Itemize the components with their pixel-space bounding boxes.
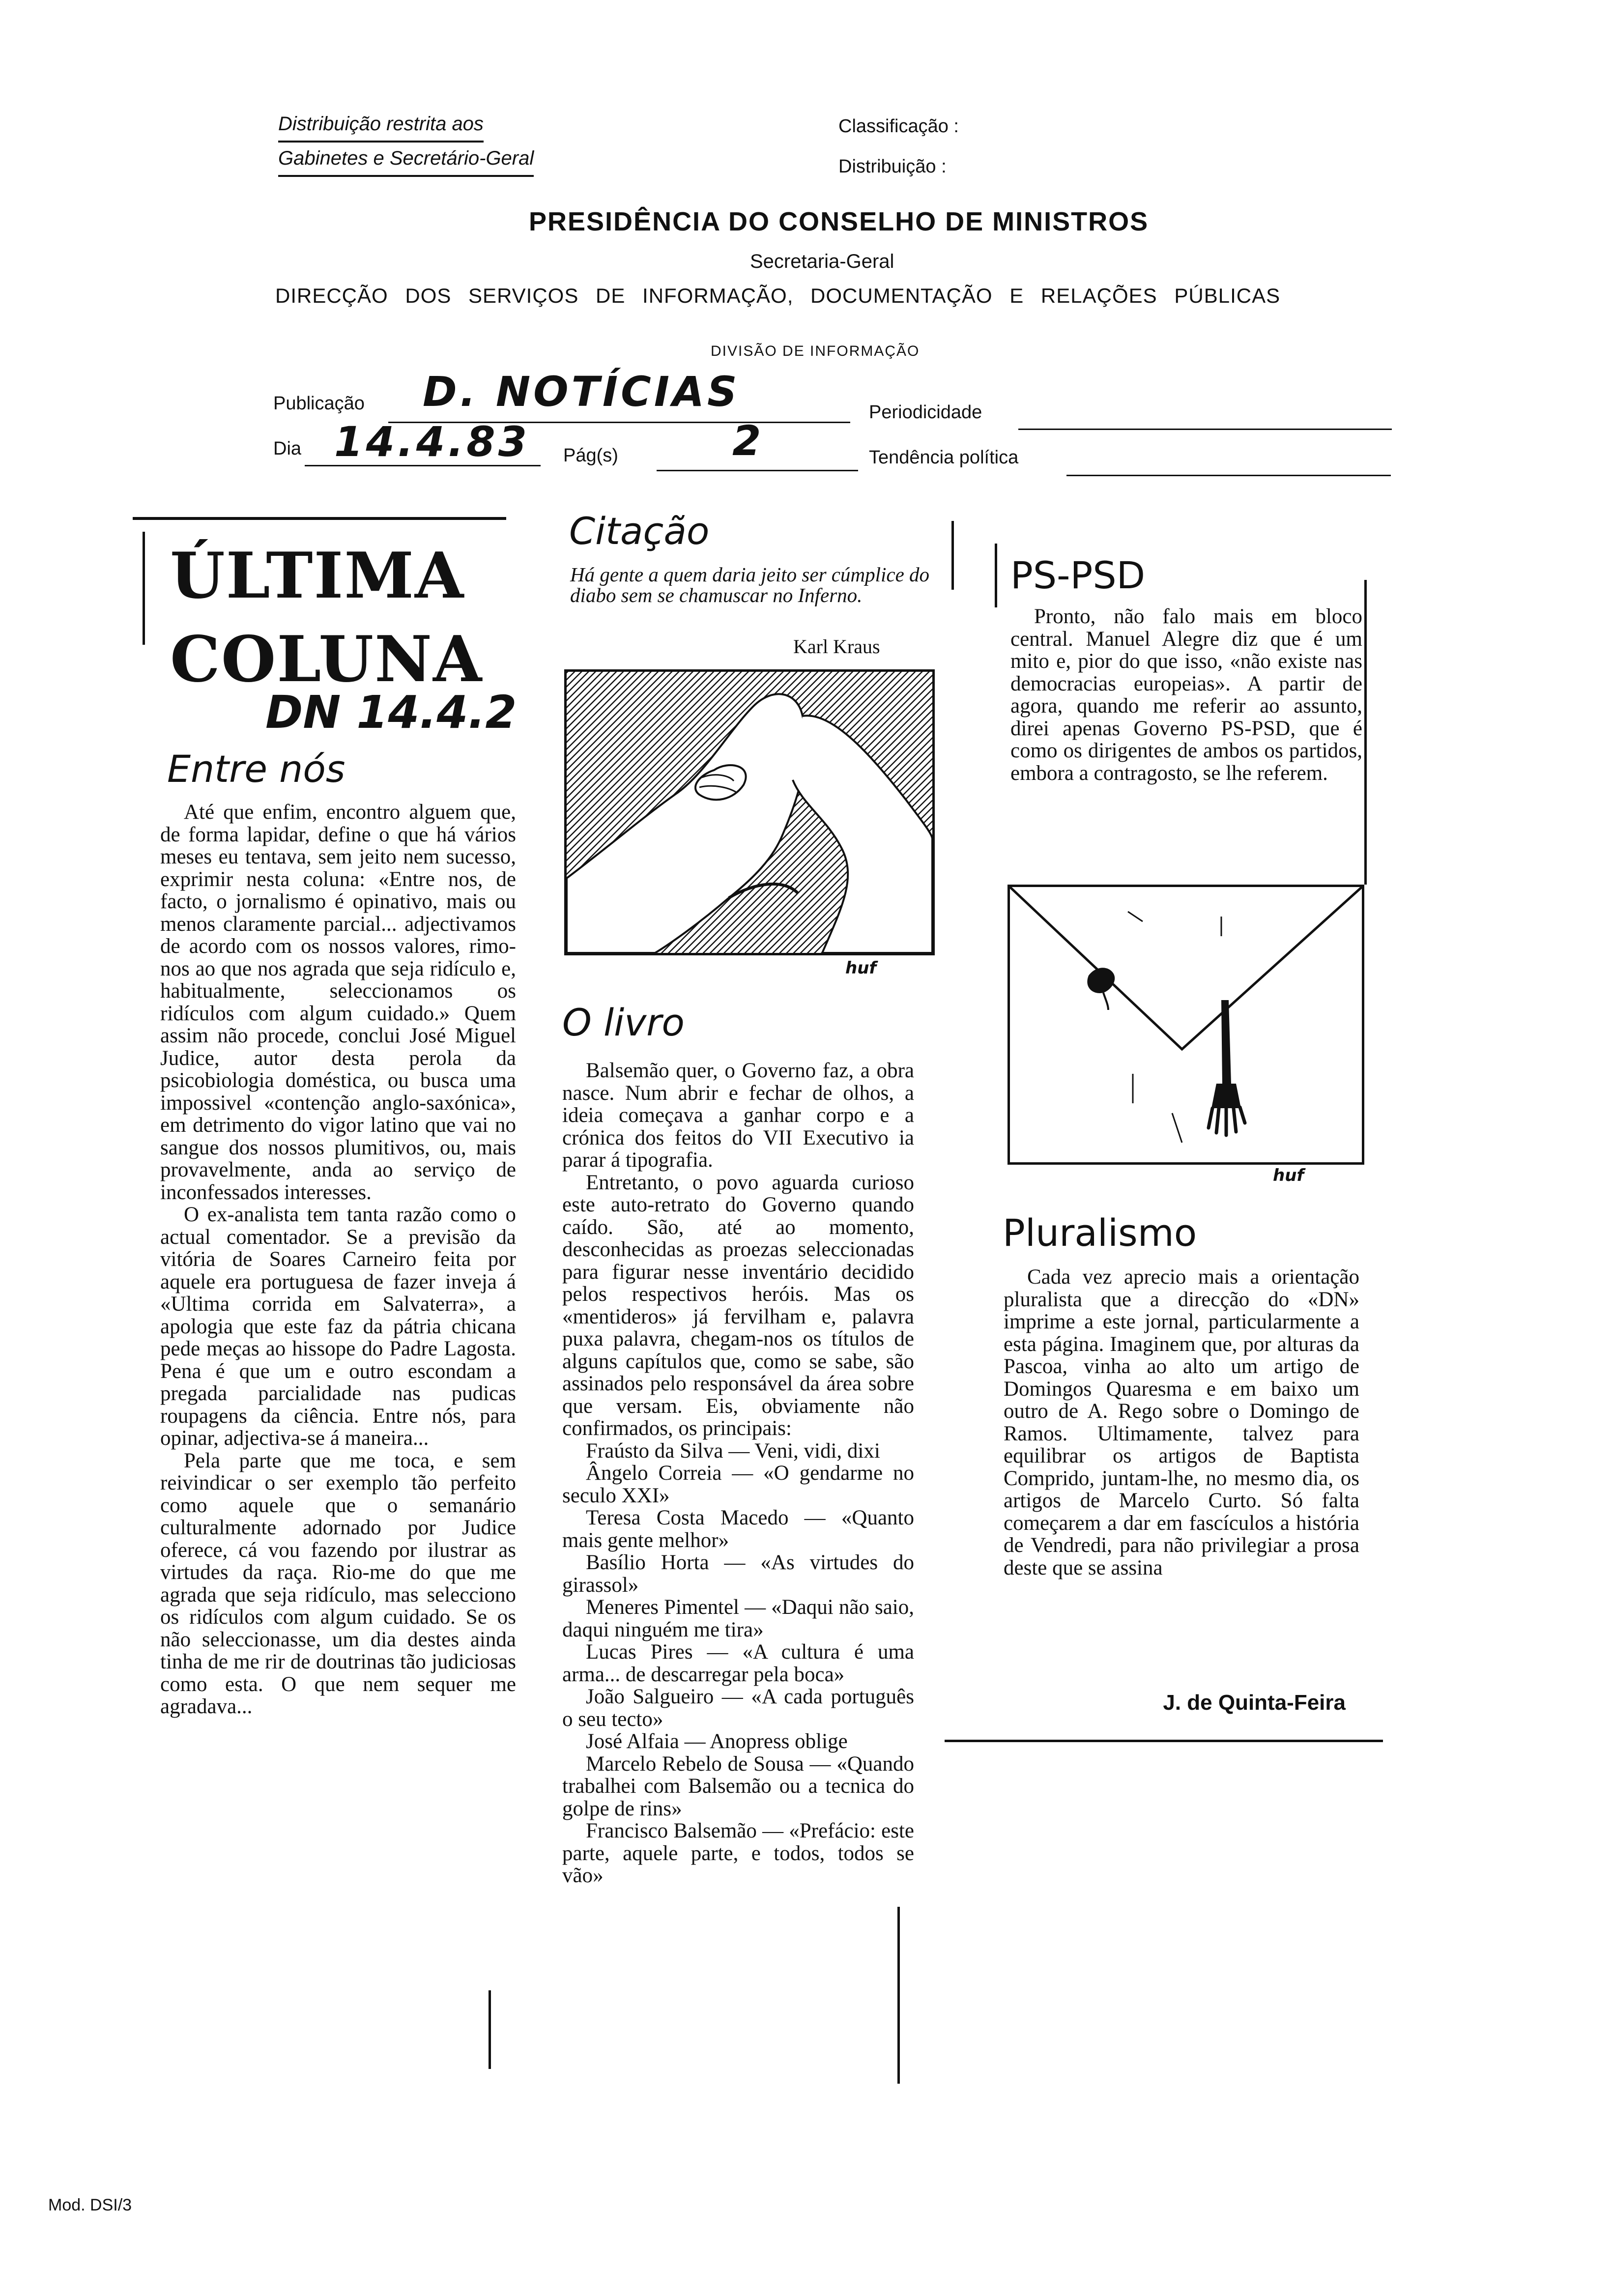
periodicidade-label: Periodicidade <box>869 402 982 423</box>
classificacao-label: Classificação : <box>838 116 959 137</box>
pags-label: Pág(s) <box>563 445 618 466</box>
list-item: Meneres Pimentel — «Daqui não saio, daqui ninguém me tira» <box>562 1596 914 1641</box>
ps-psd-side-rule <box>1364 580 1367 885</box>
title-coluna: COLUNA <box>170 623 483 696</box>
section-entre-nos: Entre nós <box>167 747 345 791</box>
article-ps-psd <box>1010 605 1362 784</box>
list-item: João Salgueiro — «A cada português o seu tecto» <box>562 1685 914 1731</box>
org-title: PRESIDÊNCIA DO CONSELHO DE MINISTROS <box>529 207 1149 236</box>
column-1-left-rule <box>143 532 145 645</box>
list-item: Ângelo Correia — «O gendarme no seculo XXI» <box>562 1462 914 1507</box>
paragraph: O ex-analista tem tanta razão como o actual comentador. Se a previsão da vitória de Soares Carneiro feita por aquele era portuguesa de fazer inveja á «Ultima corrida em Salvaterra», a apologia que este faz da pátria chicana pede meças ao hissope do Padre Lagosta. Pena é que um e outro escondam a pregada parcialidade nas pudicas roupagens da ciência. Entre nós, para opinar, adjectiva-se á maneira... <box>160 1203 516 1450</box>
section-o-livro: O livro <box>562 1001 685 1044</box>
direccao-servicos: DIRECÇÃO DOS SERVIÇOS DE INFORMAÇÃO, DOCUMENTAÇÃO E RELAÇÕES PÚBLICAS <box>275 284 1281 307</box>
list-item: Lucas Pires — «A cultura é uma arma... de descarregar pela boca» <box>562 1640 914 1686</box>
dia-label: Dia <box>273 438 302 459</box>
author-signature: J. de Quinta-Feira <box>1163 1691 1346 1715</box>
column-3-left-rule <box>995 544 997 607</box>
form-code: Mod. DSI/3 <box>48 2196 132 2214</box>
paragraph: Cada vez aprecio mais a orientação pluralista que a direcção do «DN» imprime a este jornal, particularmente a esta página. Imaginem que, por alturas da Pascoa, vinha ao alto um artigo de Domingos Quaresma e em baixo um outro de A. Rego sobre o Domingo de Ramos. Ultimamente, talvez para equilibrar os artigos de Baptista Comprido, juntam-lhe, no mesmo dia, os artigos de Marcelo Curto. Só falta começarem a dar em fascículos a história de Vendredi, para não privilegiar a prosa deste que se assina <box>1004 1265 1359 1579</box>
section-citacao: Citação <box>569 509 710 553</box>
article-o-livro <box>562 1060 914 1887</box>
list-item: Francisco Balsemão — «Prefácio: este parte, aquele parte, e todos, todos se vão» <box>562 1819 914 1887</box>
article-pluralismo <box>1004 1266 1359 1579</box>
tendencia-line <box>1066 475 1391 476</box>
paragraph: Pela parte que me toca, e sem reivindicar o ser exemplo tão perfeito como aquele que o semanário culturalmente adornado por Judice oferece, cá vou fazendo por ilustrar as virtudes da raça. Rio-me do que me agrada que seja ridículo, mas selecciono os ridículos com algum cuidado. Se os não seleccionasse, um dia destes ainda tinha de me rir de doutrinas tão judiciosas como esta. O que nem sequer me agradava... <box>160 1449 516 1718</box>
periodicidade-line <box>1018 429 1392 430</box>
list-item: Fraústo da Silva — Veni, vidi, dixi <box>586 1439 880 1463</box>
paragraph: Entretanto, o povo aguarda curioso este auto-retrato do Governo quando caído. São, até ao momento, desconhecidas as proezas seleccionadas para figurar nesse inventário decidido pelos respectivos heróis. Mas os «mentideros» já fervilham e, palavra puxa palavra, chegam-nos os títulos de alguns capítulos que, como se sabe, são assinados pelo responsável da área sobre que versam. Eis, obviamente não confirmados, os principais: <box>562 1171 914 1440</box>
paragraph: Até que enfim, encontro alguem que, de forma lapidar, define o que há vários meses eu tentava, sem jeito nem sucesso, exprimir nesta coluna: «Entre nos, de facto, o jornalismo é opinativo, mais ou menos claramente parcial... adjectivamos de acordo com os nossos valores, rimo-nos ao que nos agrada que seja ridículo e, habitualmente, seleccionamos os ridículos com algum cuidado.» Quem assim não procede, conclui José Miguel Judice, autor desta perola da psicobiologia doméstica, ou busca uma impossivel «contenção anglo-saxónica», em detrimento do vigor latino que vai no sangue dos nossos plumitivos, ou, mais provavelmente, anda ao serviço de inconfessados interesses. <box>160 801 516 1204</box>
handwritten-date-note: DN 14.4.2 <box>265 686 517 739</box>
pags-line <box>657 470 858 471</box>
pags-value: 2 <box>732 417 764 465</box>
dia-value: 14.4.83 <box>334 418 530 466</box>
cartoon-hand-illustration <box>564 669 935 955</box>
list-item: Teresa Costa Macedo — «Quanto mais gente melhor» <box>562 1506 914 1552</box>
restricted-distribution-note <box>278 108 534 177</box>
dia-line <box>305 465 541 466</box>
restricted-line-1: Distribuição restrita aos <box>278 108 484 143</box>
distribuicao-label: Distribuição : <box>838 156 947 177</box>
cartoonist-signature: huf <box>845 958 877 978</box>
divisao-informacao: DIVISÃO DE INFORMAÇÃO <box>711 343 920 359</box>
column-1-top-rule <box>133 517 506 520</box>
paragraph: Pronto, não falo mais em bloco central. Manuel Alegre diz que é um mito e, pior do que isso, «não existe nas democracias europeias». A partir de agora, quando me referir ao assunto, direi apenas Governo PS-PSD, que é como os dirigentes de ambos os partidos, embora a contragosto, se lhe referem. <box>1010 605 1362 785</box>
column-3-bottom-rule <box>945 1740 1383 1742</box>
section-ps-psd: PS-PSD <box>1010 553 1146 597</box>
citation-author: Karl Kraus <box>793 635 880 658</box>
column-1-end-mark <box>489 1990 491 2069</box>
title-ultima: ÚLTIMA <box>170 539 465 613</box>
list-item: José Alfaia — Anopress oblige <box>586 1730 848 1753</box>
citation-quote: Há gente a quem daria jeito ser cúmplice do diabo sem se chamuscar no Inferno. <box>570 563 930 606</box>
publicacao-label: Publicação <box>273 393 365 414</box>
section-pluralismo: Pluralismo <box>1003 1211 1197 1255</box>
cartoonist-signature-2: huf <box>1273 1166 1304 1185</box>
list-item: Basílio Horta — «As virtudes do girassol» <box>562 1551 914 1597</box>
cartoon-envelope-hand <box>1008 885 1364 1165</box>
column-2-end-mark <box>897 1907 900 2084</box>
publicacao-value: D. NOTÍCIAS <box>423 368 740 416</box>
article-entre-nos <box>160 801 516 1718</box>
restricted-line-2: Gabinetes e Secretário-Geral <box>278 143 534 177</box>
paragraph: Balsemão quer, o Governo faz, a obra nasce. Num abrir e fechar de olhos, a ideia começava a ganhar corpo e a crónica dos feitos do VII Executivo ia parar á tipografia. <box>562 1059 914 1172</box>
list-item: Marcelo Rebelo de Sousa — «Quando trabalhei com Balsemão ou a tecnica do golpe de rins» <box>562 1752 914 1820</box>
citacao-side-mark <box>951 521 954 590</box>
secretaria-geral: Secretaria-Geral <box>750 251 894 272</box>
tendencia-label: Tendência política <box>869 447 1019 468</box>
